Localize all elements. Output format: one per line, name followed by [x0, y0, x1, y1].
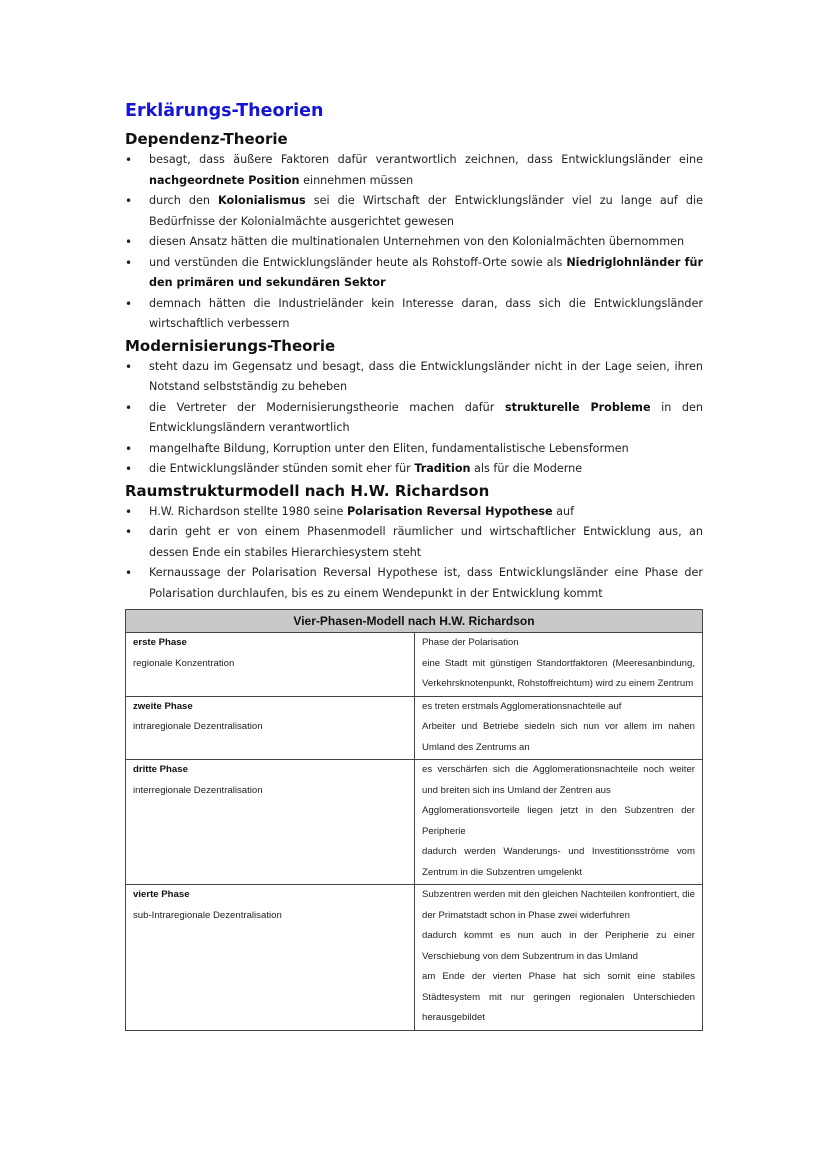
phase-cell — [126, 885, 415, 1031]
list-item: • durch den Kolonialismus sei die Wirtschaft der Entwicklungsländer viel zu lange auf die Bedürfnisse der Kolonialmächte ausgerichtet gewesen — [125, 191, 703, 232]
section-richardson — [125, 480, 703, 605]
phase-title: zweite Phase — [133, 700, 193, 712]
phase-cell — [126, 633, 415, 697]
phase-cell — [126, 696, 415, 760]
table-row — [126, 696, 703, 760]
bullet-list — [125, 150, 703, 335]
phase-type: regionale Konzentration — [133, 657, 235, 669]
phase-cell — [126, 760, 415, 885]
section-modernisierung — [125, 335, 703, 480]
phase-description: Phase der Polarisation eine Stadt mit günstigen Standortfaktoren (Meeresanbindung, Verkehrsknotenpunkt, Rohstoffreichtum) wird zu einem Zentrum — [415, 633, 703, 697]
list-item: • Kernaussage der Polarisation Reversal Hypothese ist, dass Entwicklungsländer eine Phase der Polarisation durchlaufen, bis es zu einem Wendepunkt in der Entwicklung kommt — [125, 563, 703, 604]
section-dependenz — [125, 128, 703, 335]
list-item: • die Entwicklungsländer stünden somit eher für Tradition als für die Moderne — [125, 459, 703, 480]
phase-model-table — [125, 609, 703, 1031]
bullet-list — [125, 357, 703, 480]
phase-title: dritte Phase — [133, 764, 188, 775]
list-item: • darin geht er von einem Phasenmodell räumlicher und wirtschaftlicher Entwicklung aus, an dessen Ende ein stabiles Hierarchiesystem steht — [125, 522, 703, 563]
list-item: • mangelhafte Bildung, Korruption unter den Eliten, fundamentalistische Lebensformen — [125, 439, 703, 460]
table-row — [126, 760, 703, 885]
table-row — [126, 633, 703, 697]
phase-type: interregionale Dezentralisation — [133, 784, 263, 796]
phase-description: es verschärfen sich die Agglomerationsnachteile noch weiter und breiten sich ins Umland der Zentren aus Agglomerationsvorteile liegen jetzt in den Subzentren der Peripherie dadurch werden Wanderungs- und Investitionsströme vom Zentrum in die Subzentren umgelenkt — [415, 760, 703, 885]
table-header: Vier-Phasen-Modell nach H.W. Richardson — [126, 610, 703, 633]
list-item: • und verstünden die Entwicklungsländer heute als Rohstoff-Orte sowie als Niedriglohnländer für den primären und sekundären Sektor — [125, 253, 703, 294]
list-item: • H.W. Richardson stellte 1980 seine Polarisation Reversal Hypothese auf — [125, 502, 703, 523]
phase-type: sub-Intraregionale Dezentralisation — [133, 909, 282, 921]
phase-description: es treten erstmals Agglomerationsnachteile auf Arbeiter und Betriebe siedeln sich nun vor allem im nahen Umland des Zentrums an — [415, 696, 703, 760]
bullet-list — [125, 502, 703, 605]
phase-type: intraregionale Dezentralisation — [133, 721, 263, 732]
phase-description: Subzentren werden mit den gleichen Nachteilen konfrontiert, die der Primatstadt schon in Phase zwei widerfuhren dadurch kommt es nun auch in der Peripherie zu einer Verschiebung von dem Subzentrum in das Umland am Ende der vierten Phase hat sich somit eine stabiles Städtesystem mit nur geringen regionalen Unterschieden herausgebildet — [415, 885, 703, 1031]
table-row — [126, 885, 703, 1031]
list-item: • steht dazu im Gegensatz und besagt, dass die Entwicklungsländer nicht in der Lage seien, ihren Notstand selbstständig zu beheben — [125, 357, 703, 398]
list-item: • besagt, dass äußere Faktoren dafür verantwortlich zeichnen, dass Entwicklungsländer eine nachgeordnete Position einnehmen müssen — [125, 150, 703, 191]
phase-title: vierte Phase — [133, 889, 190, 900]
list-item: • diesen Ansatz hätten die multinationalen Unternehmen von den Kolonialmächten übernommen — [125, 232, 703, 253]
section-heading: Dependenz-Theorie — [125, 130, 288, 148]
section-heading: Modernisierungs-Theorie — [125, 336, 336, 355]
list-item: • die Vertreter der Modernisierungstheorie machen dafür strukturelle Probleme in den Entwicklungsländern verantwortlich — [125, 398, 703, 439]
page-title: Erklärungs-Theorien — [125, 101, 324, 121]
phase-title: erste Phase — [133, 637, 187, 648]
list-item: • demnach hätten die Industrieländer kein Interesse daran, dass sich die Entwicklungsländer wirtschaftlich verbessern — [125, 294, 703, 335]
document-page — [125, 98, 703, 1031]
section-heading: Raumstrukturmodell nach H.W. Richardson — [125, 481, 490, 500]
